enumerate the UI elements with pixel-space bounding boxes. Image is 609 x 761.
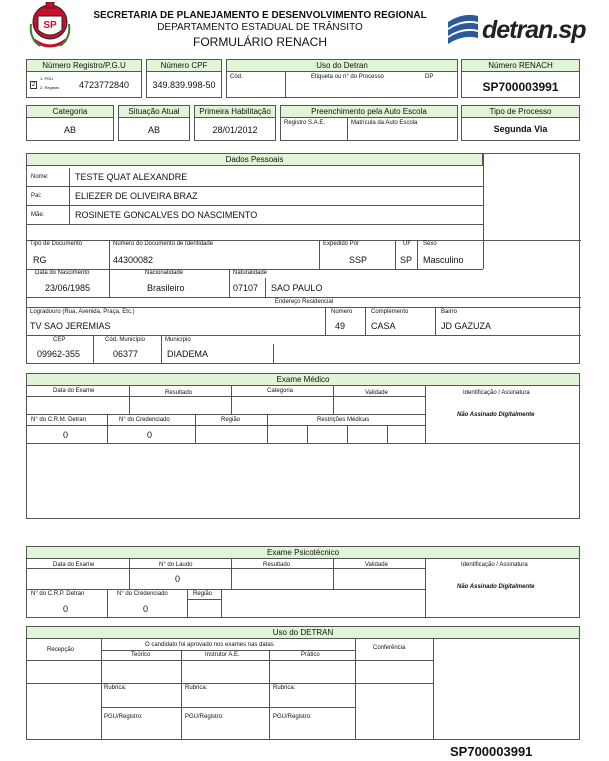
uso-detran-title: Uso do DETRAN: [27, 627, 579, 639]
municipio-label: Município: [165, 337, 191, 343]
rubrica-label-3: Rubrica:: [273, 685, 296, 691]
crp-label: N° do C.R.P. Detran: [31, 591, 85, 597]
instrutor-label: Instrutor A.E.: [205, 652, 240, 658]
nacionalidade-label: Nacionalidade: [145, 270, 184, 276]
dados-pessoais-box: [26, 153, 580, 364]
aprovado-label: O candidato foi aprovado nos exames nas datas: [145, 642, 274, 648]
footer-renach: SP700003991: [450, 744, 533, 759]
uf-label: UF: [403, 241, 411, 247]
primeira-hab-label: Primeira Habilitação: [195, 106, 275, 118]
rubrica-label-1: Rubrica:: [104, 685, 127, 691]
bairro-value: JD GAZUZA: [441, 321, 492, 331]
numero-value: 49: [335, 321, 346, 331]
exame-medico-title: Exame Médico: [27, 374, 579, 386]
cep-label: CEP: [53, 337, 66, 343]
sexo-value: Masculino: [423, 255, 464, 265]
sexo-label: Sexo: [423, 241, 437, 247]
med-credenciado-value: 0: [147, 430, 153, 440]
med-validade-label: Validade: [365, 390, 388, 396]
pgu-registro-label-2: PGU/Registro:: [185, 714, 224, 720]
psi-regiao-label: Região: [193, 591, 213, 597]
pgu-registro-label-1: PGU/Registro:: [104, 714, 143, 720]
med-regiao-label: Região: [221, 417, 241, 423]
numero-label: Número: [331, 309, 353, 315]
exame-medico-box: [26, 373, 580, 519]
uso-detran-bottom-box: [26, 626, 580, 740]
renach-value: SP700003991: [482, 80, 559, 94]
psi-validade-label: Validade: [365, 562, 388, 568]
uf-value: SP: [400, 255, 413, 265]
situacao-box: [118, 105, 190, 141]
tipo-doc-value: RG: [33, 255, 47, 265]
uso-detran-label: Uso do Detran: [227, 60, 457, 72]
cod-label: Cód.: [230, 74, 243, 80]
form-title: FORMULÁRIO RENACH: [192, 35, 327, 49]
categoria-box: [26, 105, 114, 141]
naturalidade-label: Naturalidade: [233, 270, 268, 276]
psi-data-label: Data do Exame: [53, 562, 95, 568]
restricoes-label: Restrições Médicas: [317, 417, 370, 423]
pgu-choice-box[interactable]: 2: [31, 82, 36, 88]
med-ident-label: Identificação / Assinatura: [463, 390, 530, 396]
cpf-value: 349.839.998-50: [152, 80, 216, 90]
dados-pessoais-title: Dados Pessoais: [27, 154, 483, 166]
laudo-label: N° do Laudo: [159, 562, 193, 568]
registro-value: 4723772840: [79, 80, 130, 90]
primeira-hab-box: [194, 105, 276, 141]
registro-sae-label: Registro S.A.E.: [284, 120, 326, 126]
autoescola-label: Preenchimento pela Auto Escola: [281, 106, 457, 118]
municipio-value: DIADEMA: [167, 349, 209, 359]
psi-ident-label: Identificação / Assinatura: [461, 562, 528, 568]
situacao-label: Situação Atual: [119, 106, 189, 118]
med-data-label: Data do Exame: [53, 388, 95, 394]
header-titles: [80, 10, 440, 50]
naturalidade-value: SAO PAULO: [271, 283, 323, 293]
mae-value: ROSINETE GONCALVES DO NASCIMENTO: [75, 210, 258, 220]
psi-nao-assinado: Não Assinado Digitalmente: [457, 584, 535, 590]
cep-value: 09962-355: [37, 349, 81, 359]
exame-psico-box: [26, 546, 580, 618]
detran-logo: [446, 12, 586, 48]
psi-credenciado-label: N° do Credenciado: [117, 591, 168, 597]
cod-municipio-value: 06377: [113, 349, 139, 359]
uso-detran-box: [226, 59, 458, 98]
num-doc-value: 44300082: [113, 255, 154, 265]
pgu-option-1: 1. PGU: [40, 76, 54, 81]
nacionalidade-value: Brasileiro: [147, 283, 185, 293]
renach-label: Número RENACH: [462, 60, 579, 72]
detran-logo-text: detran.sp: [482, 16, 586, 44]
nome-value: TESTE QUAT ALEXANDRE: [75, 172, 188, 182]
med-categoria-label: Categoria: [267, 388, 294, 394]
nome-label: Nome:: [31, 174, 49, 180]
autoescola-box: [280, 105, 458, 141]
laudo-value: 0: [175, 574, 181, 584]
complemento-value: CASA: [371, 321, 396, 331]
dp-label: DP: [425, 74, 434, 80]
registro-label: Número Registro/P.G.U: [27, 60, 141, 72]
header-line1: SECRETARIA DE PLANEJAMENTO E DESENVOLVIMENTO REGIONAL: [93, 10, 427, 21]
exame-psico-title: Exame Psicotécnico: [27, 547, 579, 559]
cpf-label: Número CPF: [147, 60, 221, 72]
nasc-value: 23/06/1985: [45, 283, 91, 293]
categoria-label: Categoria: [27, 106, 113, 118]
mae-label: Mãe:: [31, 212, 45, 218]
pratico-label: Prático: [301, 652, 320, 658]
bairro-label: Bairro: [441, 309, 458, 315]
endereco-label: Endereço Residencial: [274, 299, 334, 305]
crp-value: 0: [63, 604, 69, 614]
logradouro-label: Logradouro (Rua, Avenida, Praça, Etc.): [30, 309, 135, 315]
registro-box: [26, 59, 142, 98]
renach-box: [461, 59, 580, 98]
crm-label: N° do C.R.M. Detran: [31, 417, 87, 423]
naturalidade-code: 07107: [233, 283, 259, 293]
categoria-value: AB: [63, 125, 76, 135]
matricula-label: Matrícula da Auto Escola: [351, 120, 418, 126]
tipo-processo-box: [461, 105, 580, 141]
pgu-option-2: 2. Registro: [40, 85, 60, 90]
psi-resultado-label: Resultado: [263, 562, 291, 568]
tipo-processo-label: Tipo de Processo: [462, 106, 579, 118]
recepcao-label: Recepção: [47, 647, 75, 653]
etiqueta-label: Etiqueta ou n° do Processo: [311, 74, 384, 80]
expedido-label: Expedido Por: [323, 241, 360, 247]
med-nao-assinado: Não Assinado Digitalmente: [457, 412, 535, 418]
cod-municipio-label: Cód. Município: [105, 337, 146, 343]
med-credenciado-label: N° do Credenciado: [119, 417, 170, 423]
pai-value: ELIEZER DE OLIVEIRA BRAZ: [75, 191, 198, 201]
situacao-value: AB: [147, 125, 160, 135]
expedido-value: SSP: [349, 255, 368, 265]
nasc-label: Data do Nascimento: [35, 270, 90, 276]
num-doc-label: Número do Documento de Identidade: [113, 241, 214, 247]
pai-label: Pai:: [31, 193, 42, 199]
pgu-registro-label-3: PGU/Registro:: [273, 714, 312, 720]
logradouro-value: TV SAO JEREMIAS: [30, 321, 111, 331]
psi-credenciado-value: 0: [143, 604, 149, 614]
crm-value: 0: [63, 430, 69, 440]
primeira-hab-value: 28/01/2012: [212, 125, 258, 135]
rubrica-label-2: Rubrica:: [185, 685, 208, 691]
detran-swoosh-icon: [446, 12, 480, 44]
complemento-label: Complemento: [371, 309, 409, 315]
med-resultado-label: Resultado: [165, 390, 193, 396]
tipo-processo-value: Segunda Via: [493, 124, 548, 134]
svg-text:SP: SP: [43, 20, 57, 31]
seal-icon: [26, 2, 74, 54]
conferencia-label: Conferência: [373, 645, 406, 651]
cpf-box: [146, 59, 222, 98]
teorico-label: Teórico: [131, 652, 151, 658]
sp-state-seal: [26, 2, 74, 54]
header-line2: DEPARTAMENTO ESTADUAL DE TRÂNSITO: [157, 22, 363, 33]
tipo-doc-label: Tipo de Documento: [30, 241, 83, 247]
